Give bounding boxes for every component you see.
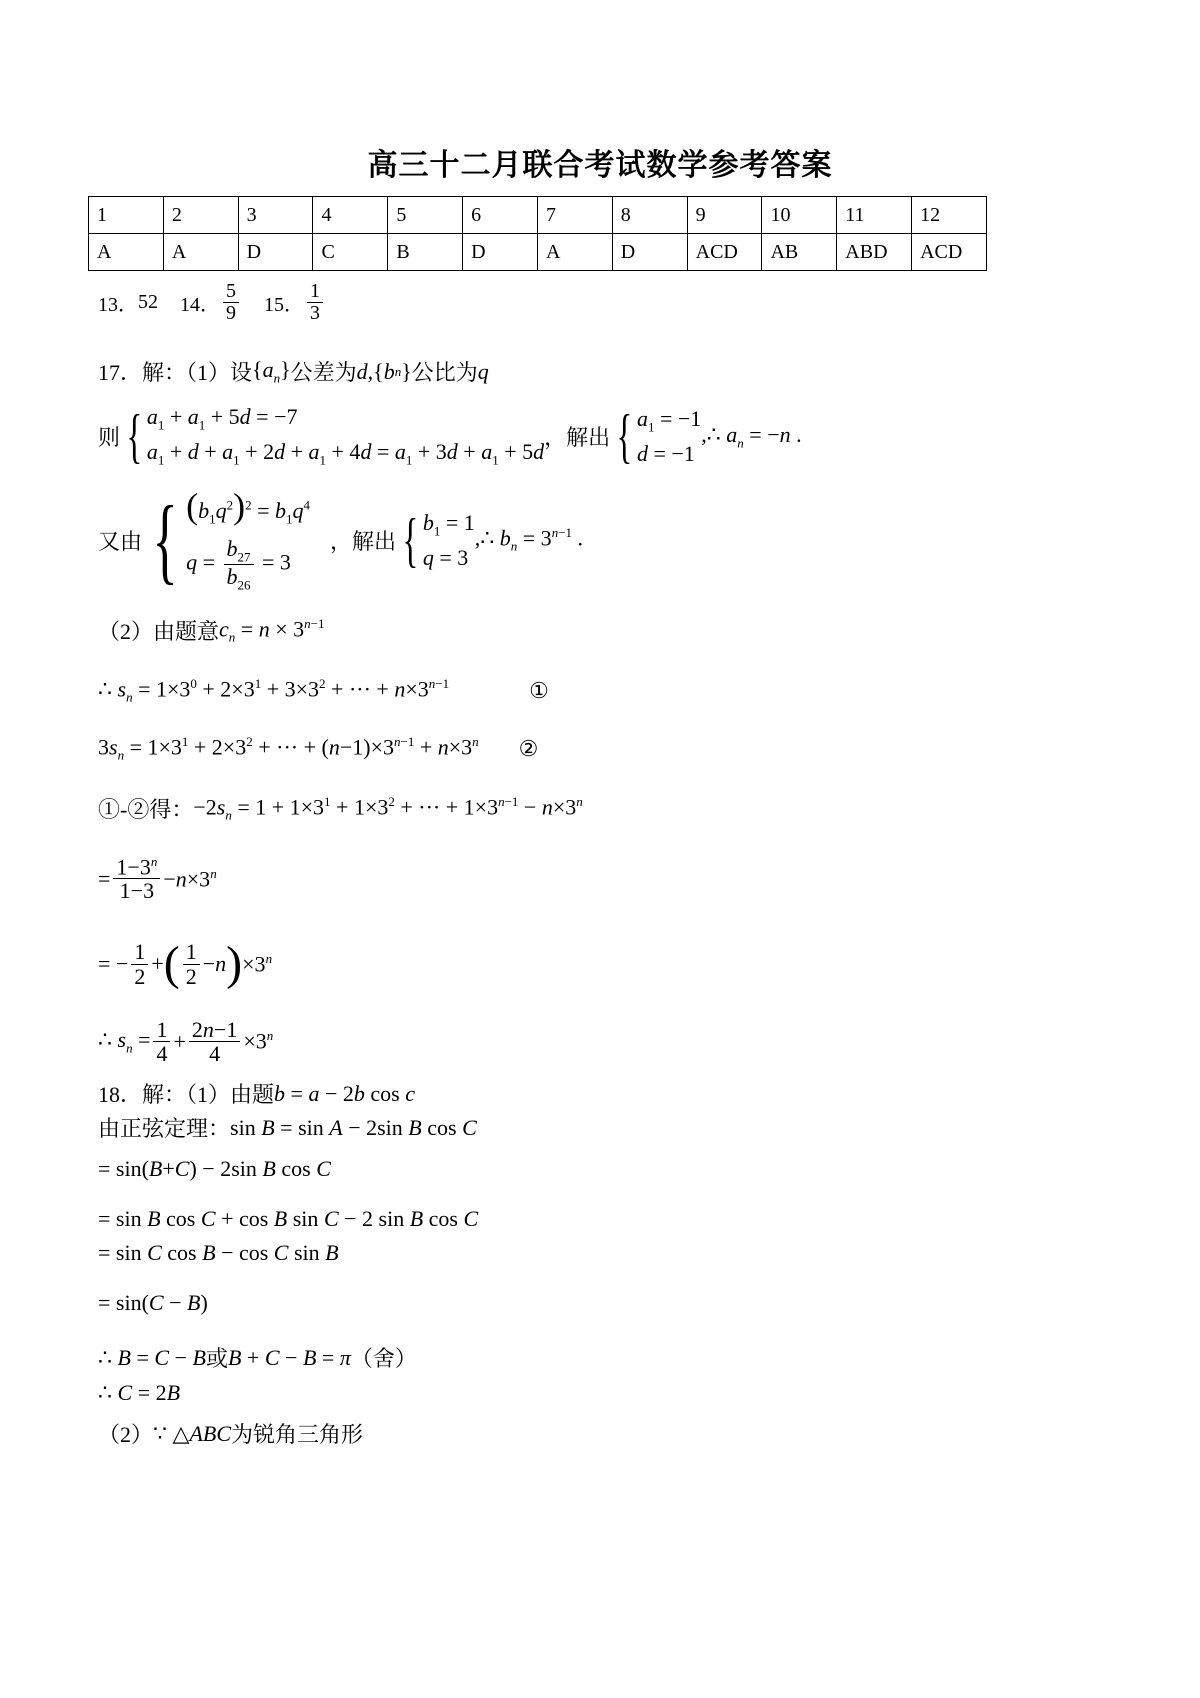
q17-system-2: 又由 { $(b_1q^2)^2 = b_1q^4$ q = $\frac{b_{27}}{b_{26}}$ = 3 ，解出 { $b_1 = 1$ q = 3 ,∴ $b_n = 3^{n-1}$ .: [98, 486, 584, 594]
answer-cell: D: [238, 234, 313, 271]
question-number-cell: 3: [238, 197, 313, 234]
page-title: 高三十二月联合考试数学参考答案: [367, 148, 833, 183]
answer-cell: D: [463, 234, 538, 271]
question-number-cell: 7: [537, 197, 612, 234]
question-number-cell: 8: [612, 197, 687, 234]
q17-step-2: = − $\frac{1}{2}$ + ( $\frac{1}{2}$ −n ) $\times 3^n$: [98, 937, 273, 990]
q18-part2: （2） ∵ △ABC 为锐角三角形: [98, 1420, 364, 1447]
q18-intro: 18．解：（1）由题 b = a − 2b cos c: [98, 1080, 415, 1107]
q17-part2: （2）由题意 $c_n = n \times 3^{n-1}$: [98, 615, 325, 645]
answer-cell: C: [313, 234, 388, 271]
answer-cell: ACD: [687, 234, 762, 271]
q17-sum-eq1: ∴ $s_n = 1\times 3^0 + 2\times 3^1 + 3\times 3^2$ + ··· + $n\times 3^{n-1}$ ①: [98, 676, 549, 705]
q18-conclusion-2: ∴ C = 2B: [98, 1380, 181, 1405]
q17-subtract: ①-②得： $-2s_n = 1 + 1\times 3^1 + 1\times 3^2$ + ··· + $1\times 3^{n-1} - n\times 3^n$: [98, 793, 583, 823]
q15-label: 15．: [264, 294, 304, 316]
answer-cell: ABD: [837, 234, 912, 271]
q18-sine-rule: 由正弦定理： sin B = sin A − 2sin B cos C: [98, 1114, 477, 1141]
q13-label: 13．: [98, 294, 138, 316]
q18-step-3: = sin C cos B − cos C sin B: [98, 1240, 339, 1265]
question-number-cell: 1: [89, 197, 164, 234]
answer-table: [88, 196, 987, 271]
q17-step-1: = $\frac{1-3^n}{1-3}$ $-n\times 3^n$: [98, 854, 217, 904]
fill-blank-answers: [98, 281, 326, 324]
q17-intro: 17．解：（1）设 $\{a_n\}$ 公差为 d ,{ b n } 公比为 q: [98, 356, 489, 386]
answer-cell: D: [612, 234, 687, 271]
q18-step-1: = sin(B+C) − 2sin B cos C: [98, 1156, 331, 1181]
answer-cell: A: [89, 234, 164, 271]
q17-result: ∴ $s_n$ = $\frac{1}{4}$ + $\frac{2n-1}{4}$ $\times 3^n$: [98, 1017, 274, 1067]
q15-fraction: $\frac{1}{3}$: [307, 281, 323, 324]
answer-cell: ACD: [912, 234, 987, 271]
answer-cell: A: [537, 234, 612, 271]
answer-cell: A: [163, 234, 238, 271]
equation-marker-1: ①: [529, 677, 549, 703]
answer-cell: AB: [762, 234, 837, 271]
q18-step-2: = sin B cos C + cos B sin C − 2 sin B cos C: [98, 1206, 479, 1231]
answer-table-answer-row: [89, 234, 987, 271]
q14-fraction: $\frac{5}{9}$: [223, 281, 239, 324]
q17-system-1: 则 { $a_1 + a_1 + 5d = -7$ $a_1 + d + a_1 + 2d + a_1 + 4d = a_1 + 3d + a_1 + 5d$ ，解出 { $a_1 = -1$ d = −1 ,∴ $a_n = -n$ .: [98, 403, 802, 470]
question-number-cell: 11: [837, 197, 912, 234]
q13-value: 52: [138, 291, 158, 313]
q18-step-4: = sin(C − B): [98, 1290, 208, 1315]
q17-sum-eq2: $3s_n = 1\times 3^1 + 2\times 3^2$ + ··· + $(n-1)\times 3^{n-1} + n\times 3^n$ ②: [98, 734, 539, 763]
answer-table-number-row: [89, 197, 987, 234]
q14-label: 14．: [180, 294, 220, 316]
question-number-cell: 5: [388, 197, 463, 234]
q18-conclusion-1: ∴ B = C − B 或 B + C − B = π （舍）: [98, 1344, 417, 1371]
question-number-cell: 2: [163, 197, 238, 234]
question-number-cell: 4: [313, 197, 388, 234]
question-number-cell: 10: [762, 197, 837, 234]
question-number-cell: 12: [912, 197, 987, 234]
question-number-cell: 9: [687, 197, 762, 234]
question-number-cell: 6: [463, 197, 538, 234]
answer-cell: B: [388, 234, 463, 271]
equation-marker-2: ②: [518, 735, 539, 761]
